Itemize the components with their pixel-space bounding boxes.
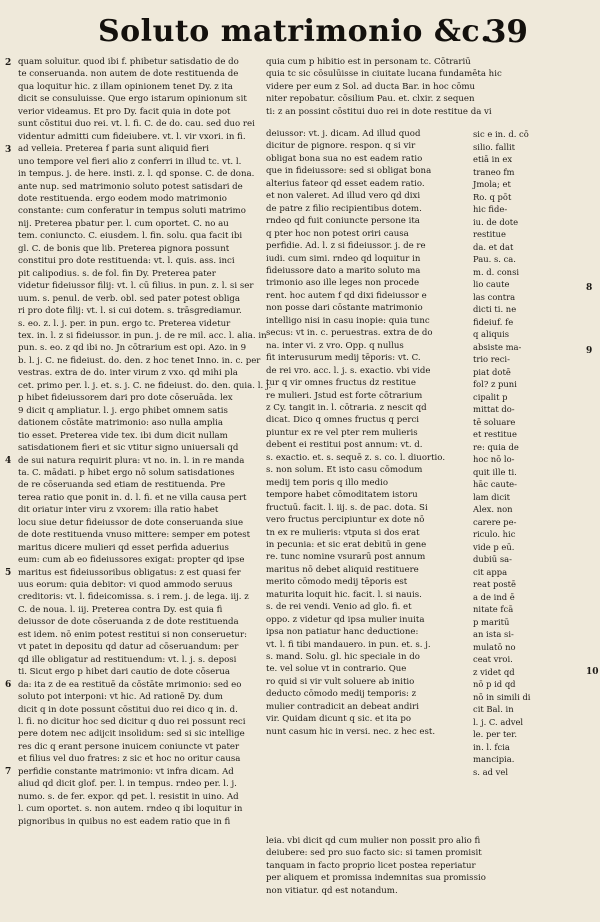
right-main-line: rent. hoc autem f qd dixi fideiussor e — [266, 290, 427, 301]
right-top-line: videre per eum z Sol. ad ducta Bar. in hoc cōmu — [266, 81, 476, 92]
left-column-line: in tempus. j. de here. insti. z. l. qd sponse. C. de dona. — [18, 169, 255, 180]
right-main-line: tempore habet cōmoditatem istoru — [266, 490, 418, 501]
folio-number: 39 — [484, 14, 528, 50]
gloss-line: s. ad vel — [473, 766, 509, 777]
gloss-line: da. et dat — [473, 241, 514, 252]
blank-area — [266, 722, 558, 832]
gloss-line: cit Bal. in — [473, 704, 514, 714]
gloss-line: Jmola; et — [473, 179, 511, 189]
left-column-line: res dic q erant persone inuicem coniuncte vt pater — [18, 741, 240, 752]
margin-number: 10 — [586, 667, 599, 677]
gloss-line: ceat vroi. — [473, 654, 513, 664]
left-column-line: perfidie constante matrimonio: vt infra dicam. Ad — [18, 766, 234, 777]
right-main-line: et non valeret. Ad illud vero qd dixi — [266, 191, 421, 202]
right-main-line: de patre z filio recipientibus dotem. — [266, 203, 422, 214]
right-main-line: non posse dari cōstante matrimonio — [266, 303, 423, 314]
left-column-line: videtur fideiussor filij: vt. l. cū filius. in pun. z. l. si ser — [18, 281, 254, 292]
left-column-line: 9 dicit q ampliatur. l. j. ergo phibet omnem satis — [18, 405, 228, 416]
right-main-line: dicat. Dico q omnes fructus q perci — [266, 415, 420, 426]
margin-number: 3 — [5, 145, 12, 155]
margin-number: 5 — [5, 568, 12, 578]
right-main-line: secus: vt in. c. peruestras. extra de do — [266, 328, 433, 339]
right-main-line: vero fructus percipiuntur ex dote nō — [266, 515, 425, 526]
right-main-line: medij tem poris q illo medio — [266, 477, 389, 488]
left-column-line: nij. Preterea pbatur per. l. cum oportet. C. no au — [18, 218, 229, 229]
margin-number: 8 — [586, 283, 593, 293]
left-column-line: dicit q in dote possunt cōstitui duo rei dico q in. d. — [18, 704, 238, 715]
left-column-line: C. de noua. l. iij. Preterea contra Dy. est quia fi — [18, 604, 223, 615]
gloss-line: fideiuf. fe — [473, 316, 514, 327]
left-column-line: aliud qd dicit glof. per. l. in tempus. rndeo per. l. j. — [18, 779, 237, 790]
left-column-line: vestras. extra de do. inter virum z vxo. qd mihi pla — [18, 368, 238, 379]
left-column-line: dit oriatur inter viru z vxorem: illa ratio habet — [18, 505, 219, 516]
right-main-line: z Cy. tangit in. l. cōtraria. z nescit qd — [266, 402, 427, 413]
left-column-line: quam soluitur. quod ibi f. phibetur satisdatio de do — [18, 57, 239, 67]
left-column-line: est idem. nō enim potest restitui si non conseruetur: — [18, 629, 248, 640]
gloss-line: dicti ti. ne — [473, 304, 517, 314]
right-main-line: dicitur de pignore. respon. q si vir — [266, 141, 416, 152]
right-main-line: maturita loquit hic. facit. l. si nauis. — [266, 589, 422, 600]
gloss-line: cit appa — [473, 566, 508, 577]
right-main-line: s. non solum. Et isto casu cōmodum — [266, 465, 423, 476]
right-main-line: iudi. cum simi. rndeo qd loquitur in — [266, 253, 421, 264]
left-column-line: l. cum oportet. s. non autem. rndeo q ibi loquitur in — [18, 804, 243, 815]
gloss-line: riculo. hic — [473, 529, 516, 539]
left-column-line: constante: cum conferatur in tempus soluti matrimo — [18, 206, 246, 217]
right-main-line: re mulieri. Jstud est forte cōtrarium — [266, 390, 423, 401]
left-column-line: uum. s. penul. de verb. obl. sed pater potest obliga — [18, 293, 240, 304]
right-main-line: fit interusurum medij tēporis: vt. C. — [266, 353, 421, 364]
right-top-line: quia tc sic cōsulūisse in ciuitate lucana fundamēta hic — [266, 69, 502, 80]
gloss-line: lam dicit — [473, 491, 511, 502]
right-top-line: ti: z an possint cōstitui duo rei in dote restitue da vi — [266, 106, 492, 117]
right-main-line: tur q vir omnes fructus dz restitue — [266, 378, 416, 389]
left-column-line: dationem cōstāte matrimonio: aso nulla amplia — [18, 418, 223, 429]
right-main-line: rndeo qd fuit coniuncte persone ita — [266, 216, 420, 227]
left-column-line: maritus dicere mulieri qd esset perfida aduerius — [18, 542, 229, 553]
left-column-line: p hibet fideiussorem dari pro dote cōseruāda. lex — [18, 393, 233, 404]
left-column-line: de sui natura requirit plura: vt no. in. l. in re manda — [18, 455, 245, 466]
gloss-line: le. per ter. — [473, 729, 518, 739]
right-main-line: piuntur ex re vel pter rem mulieris — [266, 427, 418, 438]
left-column-line: tex. in. l. z si fideiussor. in pun. j. de re mil. acc. l. alia. in — [18, 330, 267, 341]
margin-number: 2 — [5, 58, 12, 68]
right-bottom-line: non vitiatur. qd est notandum. — [266, 885, 398, 896]
gloss-line: mittat do- — [473, 404, 515, 414]
margin-number: 7 — [5, 767, 12, 777]
left-column-line: soluto pot interponi: vt hic. Ad rationē Dy. dum — [18, 692, 223, 703]
right-main-line: oppo. z videtur qd ipsa mulier inuita — [266, 614, 425, 625]
gloss-line: dubiū sa- — [473, 554, 512, 564]
right-main-line: vir. Quidam dicunt q sic. et ita po — [266, 714, 412, 725]
gloss-line: tē soluare — [473, 416, 516, 427]
left-column-line: deiussor de dote cōseruanda z de dote restituenda — [18, 617, 239, 628]
left-text-column — [18, 56, 272, 906]
right-bottom-line: tanquam in facto proprio licet postea reperiatur — [266, 860, 476, 871]
left-column-line: uno tempore vel fieri alio z conferri in illud tc. vt. l. — [18, 156, 242, 167]
right-main-line: in pecunia: et sic erat debitū in gene — [266, 539, 427, 550]
gloss-line: absiste ma- — [473, 341, 522, 352]
right-main-line: vt. l. fi tibi mandauero. in pun. et. s. j. — [266, 639, 431, 650]
gloss-line: hic fide- — [473, 204, 508, 214]
left-column-line: b. l. j. C. ne fideiust. do. den. z hoc tenet Inno. in. c. per — [18, 355, 261, 366]
left-column-line: pun. s. eo. z qd ibi no. Jn cōtrarium est opi. Azo. in 9 — [18, 343, 247, 354]
right-bottom-line: leia. vbi dicit qd cum mulier non possit pro alio fi — [266, 836, 481, 846]
left-column-line: ante nup. sed matrimonio soluto potest satisdari de — [18, 181, 243, 192]
gloss-line: carere pe- — [473, 516, 517, 527]
right-main-line: maritus nō debet aliquid restituere — [266, 564, 419, 575]
right-bottom-text — [266, 835, 558, 913]
right-main-line: alterius fateor qd esset eadem ratio. — [266, 178, 425, 189]
left-column-line: sunt cōstitui duo rei. vt. l. fi. C. de do. cau. sed duo rei — [18, 119, 255, 130]
left-column-line: de dote restituenda vnuso mittere: semper em potest — [18, 530, 251, 541]
gloss-line: nō p id qd — [473, 679, 516, 689]
right-main-line: re. tunc nomine vsurarū post annum — [266, 552, 426, 563]
margin-number: 6 — [5, 680, 12, 690]
gloss-line: hāc caute- — [473, 479, 517, 489]
left-column-line: tem. coniuncto. C. eiusdem. l. fin. solu. qua facit ibi — [18, 231, 243, 242]
left-column-line: eum: cum ab eo fideiussores exigat: propter qd ipse — [18, 555, 245, 566]
right-main-line: s. de rei vendi. Venio ad glo. fi. et — [266, 602, 412, 613]
right-main-line: ipsa non patiatur hanc deductione: — [266, 627, 419, 638]
gloss-line: an ista si- — [473, 629, 514, 639]
right-top-line: niter repobatur. cōsilium Pau. et. clxir. z sequen — [266, 94, 475, 105]
left-column-line: locu siue detur fideiussor de dote conseruanda siue — [18, 517, 244, 528]
right-bottom-line: deiubere: sed pro suo facto sic: si tamen promisit — [266, 848, 482, 859]
margin-number: 9 — [586, 346, 593, 356]
right-main-line: s. mand. Solu. gl. hic speciale in do — [266, 652, 420, 663]
right-main-line: perfidie. Ad. l. z si fideiussor. j. de re — [266, 241, 426, 252]
left-column-line: vt patet in depositu qd datur ad cōseruandum: per — [18, 642, 239, 653]
left-column-line: uus eorum: quia debitor: vi quod ammodo seruus — [18, 580, 233, 591]
right-top-text — [266, 56, 558, 134]
right-main-line: obligat bona sua no est eadem ratio — [266, 153, 423, 164]
left-column-line: constitui pro dote restituenda: vt. l. quis. ass. inci — [18, 256, 235, 267]
right-main-line: te. vel solue vt in contrario. Que — [266, 664, 407, 675]
right-main-line: deiussor: vt. j. dicam. Ad illud quod — [266, 129, 421, 139]
gloss-line: etiā in ex — [473, 154, 513, 164]
left-column-line: satisdationem fieri et sic vtitur signo uniuersali qd — [18, 443, 239, 454]
left-column-line: gl. C. de bonis que lib. Preterea pignora possunt — [18, 243, 230, 254]
gloss-line: a de ind ē — [473, 591, 515, 602]
left-column-line: numo. s. de fer. expor. qd pet. l. resistit in uino. Ad — [18, 791, 239, 802]
left-column-line: ta. C. mādati. p hibet ergo nō solum satisdationes — [18, 467, 235, 478]
gloss-line: l. j. C. advel — [473, 716, 524, 727]
left-column-line: ri pro dote filij: vt. l. si cui dotem. s. trāsgrediamur. — [18, 306, 242, 317]
right-main-line: tn ex re mulieris: vtputa si dos erat — [266, 527, 420, 538]
marginal-gloss-column — [473, 128, 557, 777]
gloss-line: p maritū — [473, 616, 510, 627]
left-column-line: et filius vel duo fratres: z sic et hoc no oritur causa — [18, 754, 241, 765]
gloss-line: lio caute — [473, 279, 510, 289]
left-column-line: te conseruanda. non autem de dote restituenda de — [18, 69, 239, 80]
gloss-line: piat dotē — [473, 366, 511, 377]
gloss-line: silio. fallit — [473, 141, 516, 152]
gloss-line: fol? z puni — [473, 379, 517, 389]
left-column-line: da: ita z de ea restituē da cōstāte mrimonio: sed eo — [18, 679, 242, 690]
gloss-line: trio reci- — [473, 354, 510, 364]
left-column-line: qd ille obligatur ad restituendum: vt. l. j. s. deposi — [18, 654, 237, 665]
left-column-line: dote restituenda. ergo eodem modo matrimonio — [18, 193, 227, 204]
gloss-line: sic e in. d. cō — [473, 129, 529, 139]
right-main-line: de rei vro. acc. l. j. s. exactio. vbi vide — [266, 365, 431, 376]
right-main-line: q pter hoc non potest oriri causa — [266, 228, 409, 239]
right-main-line: merito cōmodo medij tēporis est — [266, 577, 408, 588]
gloss-line: restitue — [473, 229, 507, 239]
left-column-line: creditoris: vt. l. fideicomissa. s. i rem. j. de lega. iij. z — [18, 592, 249, 603]
gloss-line: las contra — [473, 291, 516, 302]
gloss-line: vide p eū. — [473, 541, 515, 552]
left-column-line: ad velleia. Preterea f paria sunt aliquid fieri — [18, 144, 210, 155]
left-column-line: cet. primo per. l. j. et. s. j. C. ne fideiust. do. den. quia. l. j. — [18, 380, 272, 391]
gloss-line: nitate fcā — [473, 604, 514, 614]
right-main-line: que in fideiussore: sed si obligat bona — [266, 166, 432, 177]
gloss-line: reat postē — [473, 579, 517, 589]
left-column-line: dicit se consuluisse. Que ergo istarum opinionum sit — [18, 94, 247, 105]
left-column-line: terea ratio que ponit in. d. l. fi. et ne villa causa pert — [18, 492, 247, 503]
gloss-line: hoc nō lo- — [473, 454, 515, 464]
left-column-line: s. eo. z. l. j. per. in pun. ergo tc. Preterea videtur — [18, 318, 231, 329]
gloss-line: iu. de dote — [473, 216, 519, 227]
gloss-line: quit ille ti. — [473, 466, 517, 477]
left-column-line: pit calipodius. s. de fol. fin Dy. Preterea pater — [18, 268, 216, 279]
right-main-line: debent ei restitui post annum: vt. d. — [266, 440, 423, 451]
right-top-line: quia cum p hibitio est in personam tc. Cōtrariū — [266, 57, 471, 67]
left-column-line: pignoribus in quibus no est eadem ratio que in fi — [18, 816, 231, 827]
gloss-line: et restitue — [473, 429, 518, 439]
right-main-line: mulier contradicit an debeat andiri — [266, 701, 419, 712]
gloss-line: m. d. consi — [473, 266, 520, 277]
right-main-line: trimonio aso ille leges non procede — [266, 278, 420, 289]
left-column-line: tio esset. Preterea vide tex. ibi dum dicit nullam — [18, 430, 228, 441]
right-main-line: nunt casum hic in versi. nec. z hec est. — [266, 726, 436, 737]
right-main-line: na. inter vi. z vro. Opp. q nullus — [266, 340, 404, 351]
left-column-line: ti. Sicut ergo p hibet dari cautio de dote cōserua — [18, 667, 231, 678]
right-main-line: intelligo nisi in casu inopie: quia tunc — [266, 315, 430, 326]
right-bottom-line: per aliquem et promissa indemnitas sua promissio — [266, 873, 486, 884]
gloss-line: nō in simili di — [473, 691, 531, 702]
right-main-line: fideiussore dato a marito soluto ma — [266, 265, 421, 276]
right-main-line: fructuū. facit. l. iij. s. de pac. dota. Si — [266, 502, 428, 513]
gloss-line: in. l. fcia — [473, 741, 510, 752]
right-main-line: deducto cōmodo medij temporis: z — [266, 689, 417, 700]
gloss-line: cipalit p — [473, 391, 508, 402]
gloss-line: Alex. non — [473, 504, 513, 514]
left-column-line: pere dotem nec adijcit insolidum: sed si sic intellige — [18, 729, 245, 740]
margin-number: 4 — [5, 456, 12, 466]
gloss-line: mulatō no — [473, 641, 516, 652]
running-head: Soluto matrimonio &c. — [98, 14, 492, 49]
gloss-line: traneo fm — [473, 166, 515, 177]
left-column-line: verior videamus. Et pro Dy. facit quia in dote pot — [18, 106, 231, 117]
right-main-text-column — [266, 128, 474, 737]
right-main-line: ro quid si vir vult soluere ab initio — [266, 676, 415, 687]
gloss-line: Ro. q pōt — [473, 191, 512, 202]
left-column-line: videntur admitti cum fideiubere. vt. l. vir vxori. in fi. — [18, 131, 246, 142]
page-header — [98, 14, 528, 56]
left-column-line: l. fi. no dicitur hoc sed dicitur q duo rei possunt reci — [18, 717, 246, 728]
gloss-line: z videt qd — [473, 666, 515, 677]
gloss-line: Pau. s. ca. — [473, 254, 516, 264]
right-main-line: s. exactio. et. s. sequē z. s. co. l. diuortio. — [266, 452, 446, 463]
gloss-line: q aliquis — [473, 329, 510, 339]
gloss-line: mancipia. — [473, 754, 515, 764]
left-column-line: qua loquitur hic. z illam opinionem tenet Dy. z ita — [18, 81, 233, 92]
gloss-line: re: quia de — [473, 441, 519, 452]
left-column-line: de re cōseruanda sed etiam de restituenda. Pre — [18, 480, 226, 491]
left-column-line: maritus est fideiussoribus obligatus: z est quasi fer — [18, 567, 241, 578]
